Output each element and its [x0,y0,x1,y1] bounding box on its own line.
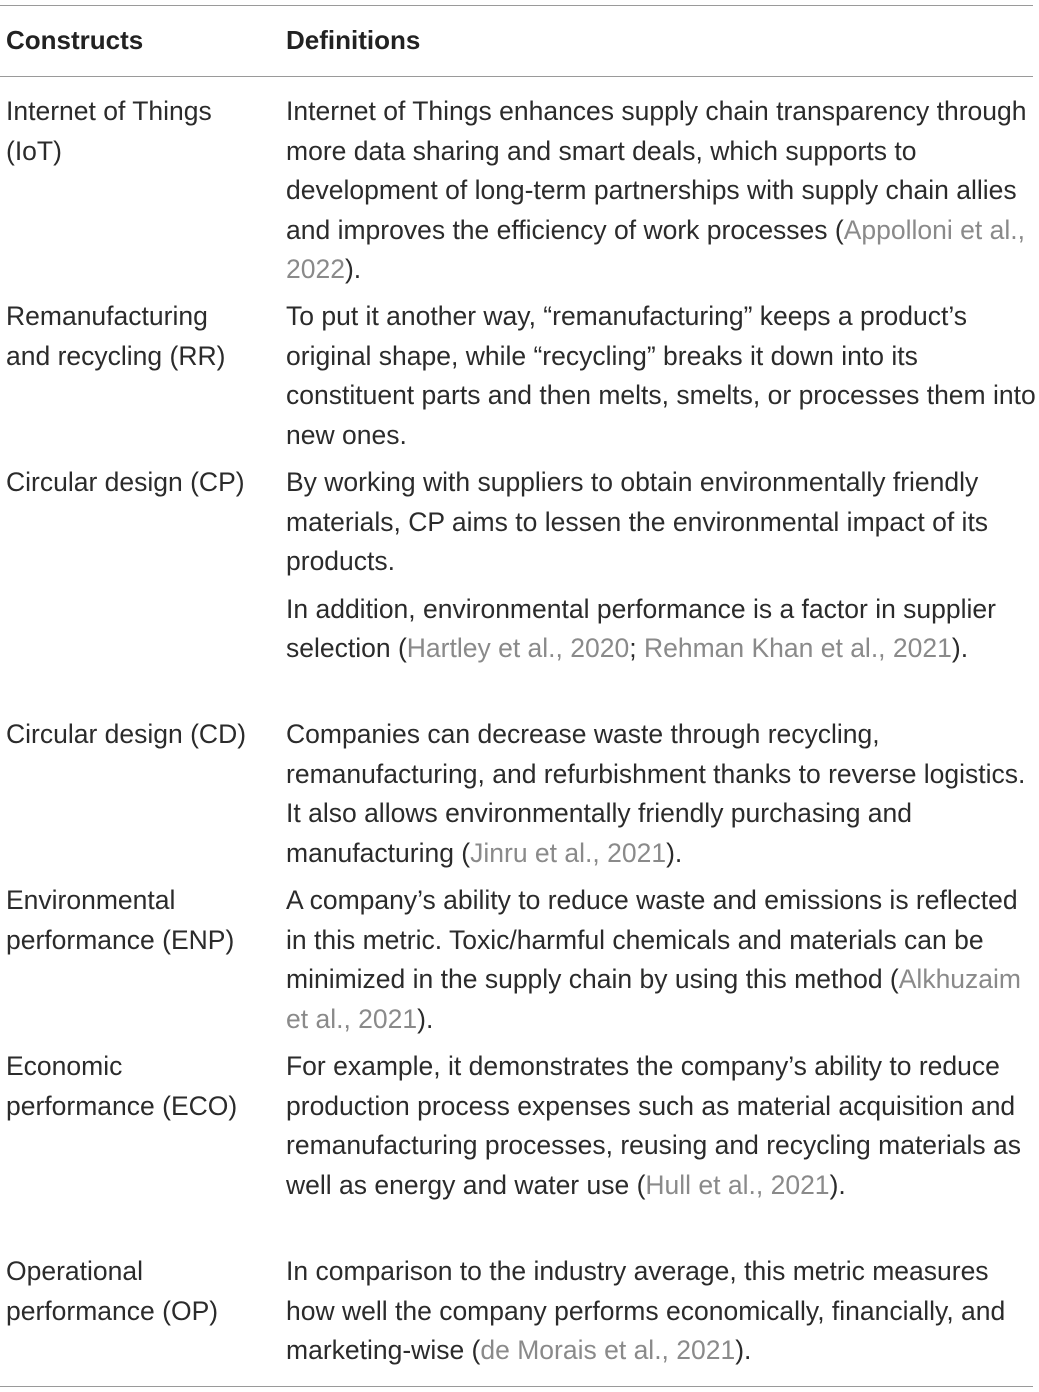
definition-paragraph [286,881,1038,1039]
construct-line: Circular design (CP) [6,467,245,497]
definition-cell [286,1047,1038,1205]
definition-text: In comparison to the industry average, this metric measures how well the company performs economically, financially, and marketing-wise ( [286,1256,1006,1366]
construct-line: and recycling (RR) [6,340,226,371]
construct-line: performance (ECO) [6,1090,238,1121]
citation-link[interactable]: Alkhuzaim et al., 2021 [286,964,1021,1034]
definition-tail: ). [735,1335,752,1366]
header-definitions: Definitions [286,25,421,55]
citation-link[interactable]: de Morais et al., 2021 [480,1335,736,1366]
construct-line: Environmental [6,885,176,915]
construct-cell [6,463,276,503]
definition-tail: ). [951,633,969,664]
construct-cell [6,1252,276,1331]
construct-line: Economic [6,1051,123,1081]
table-top-rule [0,5,1033,6]
definition-text: For example, it demonstrates the company’s ability to reduce production process expenses such as material acquisition and remanufacturing processes, reusing and recycling materials as well as energy and water use ( [286,1051,1021,1200]
construct-line: Circular design (CD) [6,719,247,749]
construct-line: Operational [6,1256,144,1286]
definition-text: Companies can decrease waste through recycling, remanufacturing, and refurbishment thanks to reverse logistics. It also allows environmentally friendly purchasing and manufacturing ( [286,719,1026,868]
definition-cell [286,297,1038,455]
table-bottom-rule [0,1386,1033,1387]
definition-tail: ). [666,837,683,868]
definition-tail: ). [829,1169,846,1200]
header-constructs: Constructs [6,25,144,55]
construct-line: performance (ENP) [6,924,235,955]
construct-line: performance (OP) [6,1295,219,1326]
citation-link[interactable]: Rehman Khan et al., 2021 [643,633,952,664]
definition-paragraph [286,1252,1038,1371]
definition-tail: ). [344,254,362,285]
definition-cell [286,92,1038,290]
definition-cell [286,463,1038,669]
definition-cell [286,1252,1038,1371]
definition-text: Internet of Things enhances supply chain transparency through more data sharing and smart deals, which supports to development of long-term partnerships with supply chain allies and improves the efficiency of work processes ( [286,96,1027,245]
definition-paragraph [286,715,1038,873]
construct-cell [6,1047,276,1126]
definition-cell [286,881,1038,1039]
definition-paragraph [286,590,1038,669]
construct-cell [6,297,276,376]
definition-paragraph [286,1047,1038,1205]
citation-link[interactable]: Hartley et al., 2020 [406,633,630,664]
construct-cell [6,715,276,755]
definition-cell [286,715,1038,873]
construct-cell [6,92,276,171]
construct-line: Internet of Things [6,96,212,126]
definition-paragraph: To put it another way, “remanufacturing” keeps a product’s original shape, while “recycling” breaks it down into its constituent parts and then melts, smelts, or processes them into new ones. [286,301,1036,450]
definition-text: A company’s ability to reduce waste and emissions is reflected in this metric. Toxic/harmful chemicals and materials can be minimized in the supply chain by using this method ( [286,885,1018,995]
definition-tail: ). [417,1003,434,1034]
construct-line: Remanufacturing [6,301,208,331]
citation-link[interactable]: Hull et al., 2021 [645,1169,830,1200]
definition-paragraph [286,92,1038,290]
definition-text: In addition, environmental performance is a factor in supplier selection ( [286,593,996,664]
citation-separator: ; [629,633,644,664]
construct-line: (IoT) [6,135,62,166]
header-rule [0,76,1033,77]
citation-link[interactable]: Appolloni et al., 2022 [286,214,1025,285]
definition-paragraph: By working with suppliers to obtain environmentally friendly materials, CP aims to lessen the environmental impact of its products. [286,467,989,577]
citation-link[interactable]: Jinru et al., 2021 [470,837,667,868]
construct-cell [6,881,276,960]
